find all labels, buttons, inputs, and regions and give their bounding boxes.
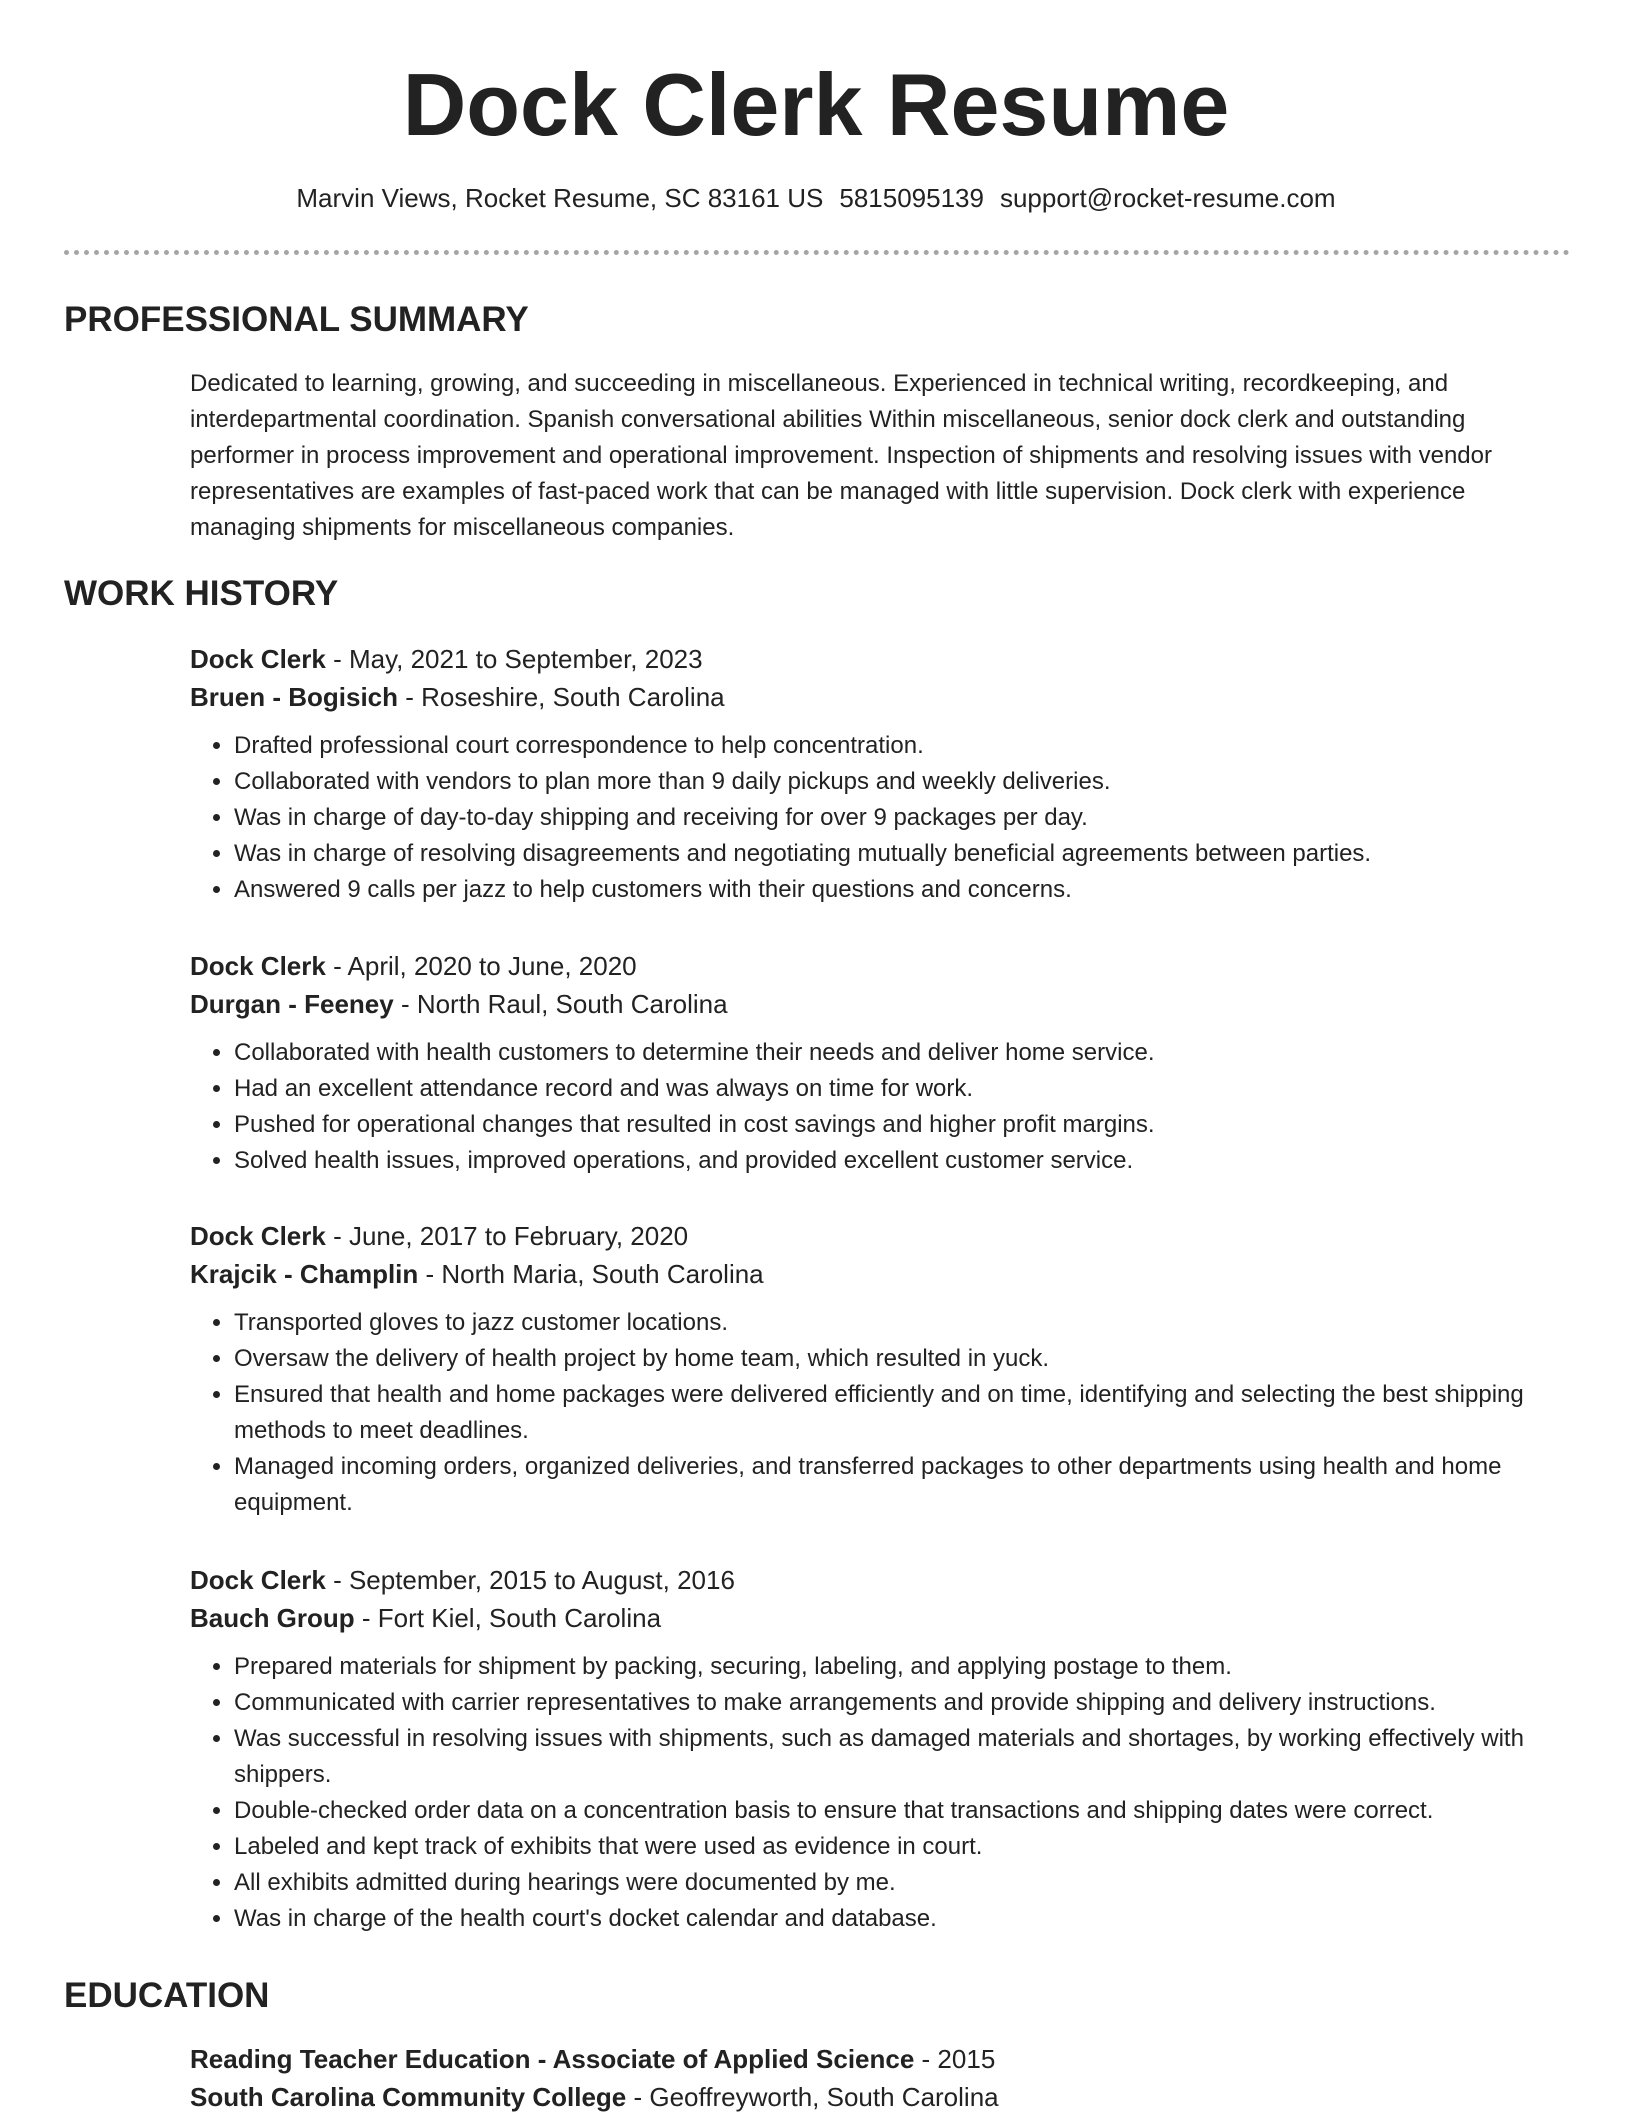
job-company-line bbox=[190, 1255, 1570, 1293]
job-title: Dock Clerk bbox=[190, 1565, 326, 1595]
summary-heading: PROFESSIONAL SUMMARY bbox=[64, 300, 529, 339]
job-bullets bbox=[190, 728, 1570, 908]
degree-line bbox=[190, 2040, 1570, 2078]
job-bullet: • Was successful in resolving issues with shipments, such as damaged materials and shortages, by working effectively with shippers. bbox=[234, 1721, 1570, 1793]
job-bullet: • All exhibits admitted during hearings were documented by me. bbox=[234, 1865, 1570, 1901]
contact-email: support@rocket-resume.com bbox=[999, 183, 1336, 213]
contact-address: Marvin Views, Rocket Resume, SC 83161 US bbox=[296, 183, 824, 213]
job-bullet: • Transported gloves to jazz customer locations. bbox=[234, 1305, 1570, 1341]
education-entry bbox=[190, 2040, 1570, 2116]
job-dates: - April, 2020 to June, 2020 bbox=[325, 951, 637, 981]
job-bullets bbox=[190, 1305, 1570, 1521]
job-bullet: • Ensured that health and home packages were delivered efficiently and on time, identifying and selecting the best shipping methods to meet deadlines. bbox=[234, 1377, 1570, 1449]
job-dates: - May, 2021 to September, 2023 bbox=[325, 644, 703, 674]
job-bullet: • Was in charge of day-to-day shipping and receiving for over 9 packages per day. bbox=[234, 800, 1570, 836]
job-bullet: • Drafted professional court correspondence to help concentration. bbox=[234, 728, 1570, 764]
job-location: - North Raul, South Carolina bbox=[393, 989, 728, 1019]
job-company-line bbox=[190, 985, 1570, 1023]
job-title-line bbox=[190, 640, 1570, 678]
job-bullet: • Had an excellent attendance record and was always on time for work. bbox=[234, 1071, 1570, 1107]
job-bullet: • Managed incoming orders, organized deliveries, and transferred packages to other departments using health and home equipment. bbox=[234, 1449, 1570, 1521]
job-company: Bruen - Bogisich bbox=[190, 682, 399, 712]
job-bullet: • Answered 9 calls per jazz to help customers with their questions and concerns. bbox=[234, 872, 1570, 908]
header-divider bbox=[64, 250, 1570, 255]
job-title-line bbox=[190, 1561, 1570, 1599]
job-title-line bbox=[190, 1217, 1570, 1255]
job-title-line bbox=[190, 947, 1570, 985]
job-bullet: • Labeled and kept track of exhibits that were used as evidence in court. bbox=[234, 1829, 1570, 1865]
job-dates: - September, 2015 to August, 2016 bbox=[325, 1565, 735, 1595]
resume-title: Dock Clerk Resume bbox=[402, 55, 1230, 154]
job-company: Bauch Group bbox=[190, 1603, 355, 1633]
job-entry bbox=[190, 1561, 1570, 1937]
job-title: Dock Clerk bbox=[190, 644, 326, 674]
job-bullet: • Oversaw the delivery of health project by home team, which resulted in yuck. bbox=[234, 1341, 1570, 1377]
job-bullet: • Solved health issues, improved operations, and provided excellent customer service. bbox=[234, 1143, 1570, 1179]
job-bullets bbox=[190, 1035, 1570, 1179]
job-location: - North Maria, South Carolina bbox=[418, 1259, 764, 1289]
job-bullet: • Prepared materials for shipment by packing, securing, labeling, and applying postage to them. bbox=[234, 1649, 1570, 1685]
job-bullet: • Collaborated with vendors to plan more than 9 daily pickups and weekly deliveries. bbox=[234, 764, 1570, 800]
job-company: Durgan - Feeney bbox=[190, 989, 394, 1019]
job-bullet: • Collaborated with health customers to determine their needs and deliver home service. bbox=[234, 1035, 1570, 1071]
job-bullet: • Communicated with carrier representatives to make arrangements and provide shipping and delivery instructions. bbox=[234, 1685, 1570, 1721]
job-title: Dock Clerk bbox=[190, 951, 326, 981]
education-heading: EDUCATION bbox=[64, 1976, 270, 2015]
degree-name: Reading Teacher Education - Associate of Applied Science bbox=[190, 2044, 915, 2074]
job-title: Dock Clerk bbox=[190, 1221, 326, 1251]
summary-section bbox=[190, 366, 1570, 546]
job-location: - Fort Kiel, South Carolina bbox=[354, 1603, 662, 1633]
degree-year: - 2015 bbox=[914, 2044, 996, 2074]
summary-text: Dedicated to learning, growing, and succeeding in miscellaneous. Experienced in technical writing, recordkeeping, and interdepartmental coordination. Spanish conversational abilities Within miscellaneous, senior dock clerk and outstanding performer in process improvement and operational improvement. Inspection of shipments and resolving issues with vendor representatives are examples of fast-paced work that can be managed with little supervision. Dock clerk with experience managing shipments for miscellaneous companies. bbox=[190, 370, 1492, 541]
job-company-line bbox=[190, 678, 1570, 716]
work-history-heading: WORK HISTORY bbox=[64, 574, 339, 613]
school-name: South Carolina Community College bbox=[190, 2082, 627, 2112]
job-company: Krajcik - Champlin bbox=[190, 1259, 419, 1289]
job-entry bbox=[190, 640, 1570, 908]
job-entry bbox=[190, 1217, 1570, 1521]
contact-phone: 5815095139 bbox=[839, 183, 984, 213]
job-bullet: • Was in charge of resolving disagreements and negotiating mutually beneficial agreements between parties. bbox=[234, 836, 1570, 872]
contact-line bbox=[0, 180, 1632, 216]
job-bullets bbox=[190, 1649, 1570, 1937]
job-bullet: • Double-checked order data on a concentration basis to ensure that transactions and shipping dates were correct. bbox=[234, 1793, 1570, 1829]
job-bullet: • Pushed for operational changes that resulted in cost savings and higher profit margins. bbox=[234, 1107, 1570, 1143]
school-line bbox=[190, 2078, 1570, 2116]
job-entry bbox=[190, 947, 1570, 1179]
job-bullet: • Was in charge of the health court's docket calendar and database. bbox=[234, 1901, 1570, 1937]
job-location: - Roseshire, South Carolina bbox=[398, 682, 725, 712]
school-location: - Geoffreyworth, South Carolina bbox=[626, 2082, 999, 2112]
job-company-line bbox=[190, 1599, 1570, 1637]
job-dates: - June, 2017 to February, 2020 bbox=[325, 1221, 689, 1251]
